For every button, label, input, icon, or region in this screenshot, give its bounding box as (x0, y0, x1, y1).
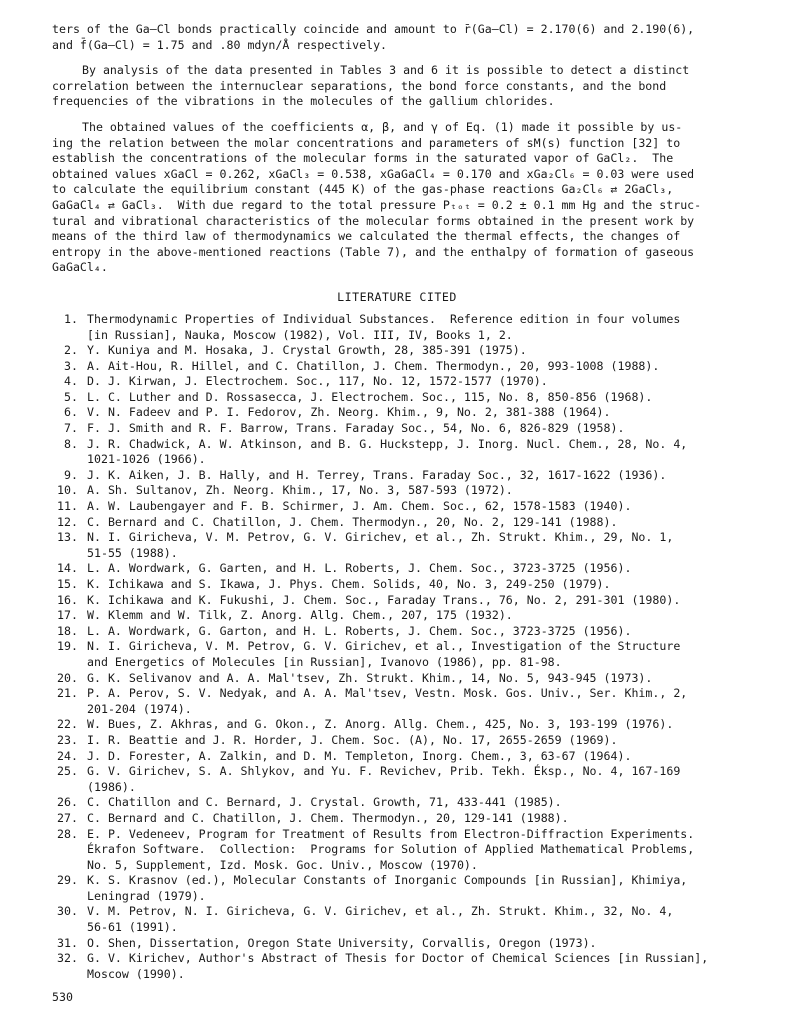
reference-number: 32. (57, 951, 78, 966)
reference-number: 14. (57, 561, 78, 576)
reference-number: 20. (57, 670, 78, 685)
paragraph-3-line: obtained values xGaCl = 0.262, xGaCl₃ = 0.538, xGaGaCl₄ = 0.170 and xGa₂Cl₆ = 0.03 were used (52, 166, 695, 181)
reference-line: A. Ait-Hou, R. Hillel, and C. Chatillon, J. Chem. Thermodyn., 20, 993-1008 (1988). (87, 358, 660, 373)
reference-line: N. I. Giricheva, V. M. Petrov, G. V. Girichev, et al., Investigation of the Structure (87, 639, 681, 654)
paragraph-2 (52, 63, 742, 110)
reference-line: G. K. Selivanov and A. A. Mal'tsev, Zh. Strukt. Khim., 14, No. 5, 943-945 (1973). (87, 670, 653, 685)
reference-line: D. J. Kirwan, J. Electrochem. Soc., 117, No. 12, 1572-1577 (1970). (87, 374, 548, 389)
reference-item (52, 749, 742, 765)
reference-line: C. Bernard and C. Chatillon, J. Chem. Thermodyn., 20, 129-141 (1988). (87, 810, 569, 825)
reference-item (52, 405, 742, 421)
reference-item (52, 343, 742, 359)
reference-line: 1021-1026 (1966). (87, 452, 206, 467)
reference-item (52, 468, 742, 484)
paragraph-3-line: GaGaCl₄. (52, 260, 108, 275)
reference-line: C. Bernard and C. Chatillon, J. Chem. Thermodyn., 20, No. 2, 129-141 (1988). (87, 514, 618, 529)
paragraph-3-line: GaGaCl₄ ⇄ GaCl₃. With due regard to the total pressure Pₜₒₜ = 0.2 ± 0.1 mm Hg and the struc- (52, 197, 702, 212)
reference-item (52, 764, 742, 795)
reference-item (52, 951, 742, 982)
paragraph-1-line: ters of the Ga–Cl bonds practically coincide and amount to r̄(Ga–Cl) = 2.170(6) and 2.190(6), (52, 22, 695, 36)
reference-item (52, 515, 742, 531)
paragraph-2-line: frequencies of the vibrations in the molecules of the gallium chlorides. (52, 94, 555, 109)
reference-line: I. R. Beattie and J. R. Horder, J. Chem. Soc. (A), No. 17, 2655-2659 (1969). (87, 732, 618, 747)
reference-line: (1986). (87, 779, 136, 794)
reference-item (52, 593, 742, 609)
reference-line: Thermodynamic Properties of Individual Substances. Reference edition in four volumes (87, 311, 681, 326)
reference-number: 8. (64, 436, 78, 451)
reference-text (87, 827, 742, 874)
reference-number: 17. (57, 608, 78, 623)
reference-line: and Energetics of Molecules [in Russian], Ivanovo (1986), pp. 81-98. (87, 654, 562, 669)
reference-line: F. J. Smith and R. F. Barrow, Trans. Faraday Soc., 54, No. 6, 826-829 (1958). (87, 421, 625, 436)
reference-text (87, 593, 742, 609)
reference-line: K. Ichikawa and S. Ikawa, J. Phys. Chem. Solids, 40, No. 3, 249-250 (1979). (87, 577, 611, 591)
paragraph-3-line: tural and vibrational characteristics of the molecular forms obtained in the present work by (52, 213, 695, 228)
reference-text (87, 639, 742, 670)
reference-text (87, 374, 742, 390)
reference-text (87, 343, 742, 359)
reference-line: 201-204 (1974). (87, 701, 192, 716)
reference-text (87, 359, 742, 375)
reference-number: 11. (57, 499, 78, 514)
page-number: 530 (52, 990, 73, 1004)
reference-text (87, 749, 742, 765)
reference-line: O. Shen, Dissertation, Oregon State University, Corvallis, Oregon (1973). (87, 935, 597, 950)
reference-item (52, 437, 742, 468)
reference-text (87, 515, 742, 531)
reference-number: 26. (57, 795, 78, 810)
reference-line: No. 5, Supplement, Izd. Mosk. Goc. Univ., Moscow (1970). (87, 857, 478, 872)
reference-text (87, 733, 742, 749)
reference-text (87, 624, 742, 640)
reference-number: 18. (57, 623, 78, 638)
reference-line: C. Chatillon and C. Bernard, J. Crystal. Growth, 71, 433-441 (1985). (87, 795, 562, 810)
reference-line: W. Bues, Z. Akhras, and G. Okon., Z. Anorg. Allg. Chem., 425, No. 3, 193-199 (1976). (87, 717, 674, 732)
reference-number: 30. (57, 904, 78, 919)
reference-line: V. N. Fadeev and P. I. Fedorov, Zh. Neorg. Khim., 9, No. 2, 381-388 (1964). (87, 405, 611, 420)
reference-number: 25. (57, 764, 78, 779)
reference-line: E. P. Vedeneev, Program for Treatment of Results from Electron-Diffraction Experiments. (87, 826, 695, 841)
reference-line: K. Ichikawa and K. Fukushi, J. Chem. Soc., Faraday Trans., 76, No. 2, 291-301 (1980). (87, 592, 681, 607)
reference-item (52, 499, 742, 515)
reference-item (52, 608, 742, 624)
reference-item (52, 671, 742, 687)
reference-number: 2. (64, 343, 78, 358)
reference-text (87, 405, 742, 421)
reference-text (87, 468, 742, 484)
paragraph-1 (52, 22, 742, 53)
reference-number: 9. (64, 467, 78, 482)
reference-line: J. R. Chadwick, A. W. Atkinson, and B. G. Huckstepp, J. Inorg. Nucl. Chem., 28, No. 4, (87, 436, 688, 451)
reference-item (52, 873, 742, 904)
reference-number: 16. (57, 592, 78, 607)
reference-line: L. C. Luther and D. Rossasecca, J. Electrochem. Soc., 115, No. 8, 850-856 (1968). (87, 389, 653, 404)
reference-line: G. V. Kirichev, Author's Abstract of Thesis for Doctor of Chemical Sciences [in Russian], (87, 951, 709, 966)
reference-text (87, 421, 742, 437)
reference-line: A. Sh. Sultanov, Zh. Neorg. Khim., 17, No. 3, 587-593 (1972). (87, 483, 513, 498)
reference-text (87, 873, 742, 904)
reference-line: A. W. Laubengayer and F. B. Schirmer, J. Am. Chem. Soc., 62, 1578-1583 (1940). (87, 499, 632, 514)
reference-item (52, 639, 742, 670)
reference-item (52, 483, 742, 499)
reference-text (87, 951, 742, 982)
reference-number: 13. (57, 530, 78, 545)
reference-line: K. S. Krasnov (ed.), Molecular Constants of Inorganic Compounds [in Russian], Khimiya, (87, 873, 688, 888)
reference-item (52, 733, 742, 749)
reference-line: P. A. Perov, S. V. Nedyak, and A. A. Mal'tsev, Vestn. Mosk. Gos. Univ., Ser. Khim., 2, (87, 686, 688, 701)
reference-list (52, 312, 742, 983)
reference-line: Ékrafon Software. Collection: Programs for Solution of Applied Mathematical Problems, (87, 842, 695, 857)
reference-item (52, 936, 742, 952)
reference-item (52, 686, 742, 717)
reference-text (87, 390, 742, 406)
reference-number: 10. (57, 483, 78, 498)
reference-number: 15. (57, 577, 78, 591)
reference-number: 4. (64, 374, 78, 389)
reference-item (52, 421, 742, 437)
reference-item (52, 577, 742, 593)
reference-text (87, 608, 742, 624)
paragraph-3-line: ing the relation between the molar concentrations and parameters of sM(s) function [32] to (52, 135, 681, 150)
reference-item (52, 827, 742, 874)
reference-line: J. K. Aiken, J. B. Hally, and H. Terrey, Trans. Faraday Soc., 32, 1617-1622 (1936). (87, 467, 667, 482)
reference-number: 7. (64, 421, 78, 436)
paragraph-2-line: By analysis of the data presented in Tables 3 and 6 it is possible to detect a distinct (82, 63, 690, 78)
reference-number: 5. (64, 389, 78, 404)
reference-text (87, 499, 742, 515)
reference-text (87, 764, 742, 795)
reference-text (87, 936, 742, 952)
reference-item (52, 374, 742, 390)
reference-number: 23. (57, 732, 78, 747)
reference-item (52, 717, 742, 733)
paragraph-3-line: establish the concentrations of the molecular forms in the saturated vapor of GaCl₂. The (52, 151, 674, 166)
reference-line: N. I. Giricheva, V. M. Petrov, G. V. Girichev, et al., Zh. Strukt. Khim., 29, No. 1, (87, 530, 674, 545)
reference-item (52, 904, 742, 935)
paragraph-3-line: to calculate the equilibrium constant (445 K) of the gas-phase reactions Ga₂Cl₆ ⇄ 2GaCl₃, (52, 182, 674, 197)
reference-text (87, 904, 742, 935)
reference-line: Y. Kuniya and M. Hosaka, J. Crystal Growth, 28, 385-391 (1975). (87, 343, 527, 358)
reference-number: 21. (57, 686, 78, 701)
reference-number: 1. (64, 311, 78, 326)
reference-number: 27. (57, 810, 78, 825)
reference-text (87, 671, 742, 687)
reference-number: 3. (64, 358, 78, 373)
paragraph-2-line: correlation between the internuclear separations, the bond force constants, and the bond (52, 78, 667, 93)
reference-item (52, 390, 742, 406)
reference-number: 19. (57, 639, 78, 654)
reference-number: 28. (57, 826, 78, 841)
reference-text (87, 717, 742, 733)
reference-text (87, 312, 742, 343)
reference-line: W. Klemm and W. Tilk, Z. Anorg. Allg. Chem., 207, 175 (1932). (87, 608, 513, 623)
reference-line: [in Russian], Nauka, Moscow (1982), Vol. III, IV, Books 1, 2. (87, 327, 513, 342)
paragraph-1-line: and f̄(Ga–Cl) = 1.75 and .80 mdyn/Å respectively. (52, 37, 388, 52)
reference-line: Moscow (1990). (87, 966, 185, 981)
reference-number: 12. (57, 514, 78, 529)
reference-item (52, 561, 742, 577)
reference-number: 24. (57, 748, 78, 763)
reference-text (87, 795, 742, 811)
reference-number: 31. (57, 935, 78, 950)
reference-text (87, 561, 742, 577)
reference-line: G. V. Girichev, S. A. Shlykov, and Yu. F. Revichev, Prib. Tekh. Éksp., No. 4, 167-169 (87, 764, 681, 779)
reference-number: 29. (57, 873, 78, 888)
reference-text (87, 483, 742, 499)
reference-item (52, 624, 742, 640)
reference-line: 51-55 (1988). (87, 545, 178, 560)
reference-number: 22. (57, 717, 78, 732)
reference-line: L. A. Wordwark, G. Garten, and H. L. Roberts, J. Chem. Soc., 3723-3725 (1956). (87, 561, 632, 576)
reference-line: Leningrad (1979). (87, 888, 206, 903)
reference-text (87, 530, 742, 561)
reference-text (87, 577, 742, 593)
page-content (52, 22, 742, 982)
reference-number: 6. (64, 405, 78, 420)
reference-text (87, 437, 742, 468)
paragraph-3-line: means of the third law of thermodynamics we calculated the thermal effects, the changes of (52, 229, 681, 244)
paragraph-3-line: The obtained values of the coefficients α, β, and γ of Eq. (1) made it possible by us- (82, 119, 683, 134)
reference-item (52, 312, 742, 343)
reference-item (52, 795, 742, 811)
reference-text (87, 686, 742, 717)
section-heading: LITERATURE CITED (337, 289, 457, 304)
paragraph-3 (52, 120, 742, 276)
reference-line: J. D. Forester, A. Zalkin, and D. M. Templeton, Inorg. Chem., 3, 63-67 (1964). (87, 748, 632, 763)
reference-line: V. M. Petrov, N. I. Giricheva, G. V. Girichev, et al., Zh. Strukt. Khim., 32, No. 4, (87, 904, 674, 919)
reference-item (52, 811, 742, 827)
reference-line: L. A. Wordwark, G. Garton, and H. L. Roberts, J. Chem. Soc., 3723-3725 (1956). (87, 623, 632, 638)
paragraph-3-line: entropy in the above-mentioned reactions (Table 7), and the enthalpy of formation of gaseous (52, 244, 695, 259)
reference-line: 56-61 (1991). (87, 920, 178, 935)
reference-item (52, 530, 742, 561)
reference-text (87, 811, 742, 827)
reference-item (52, 359, 742, 375)
